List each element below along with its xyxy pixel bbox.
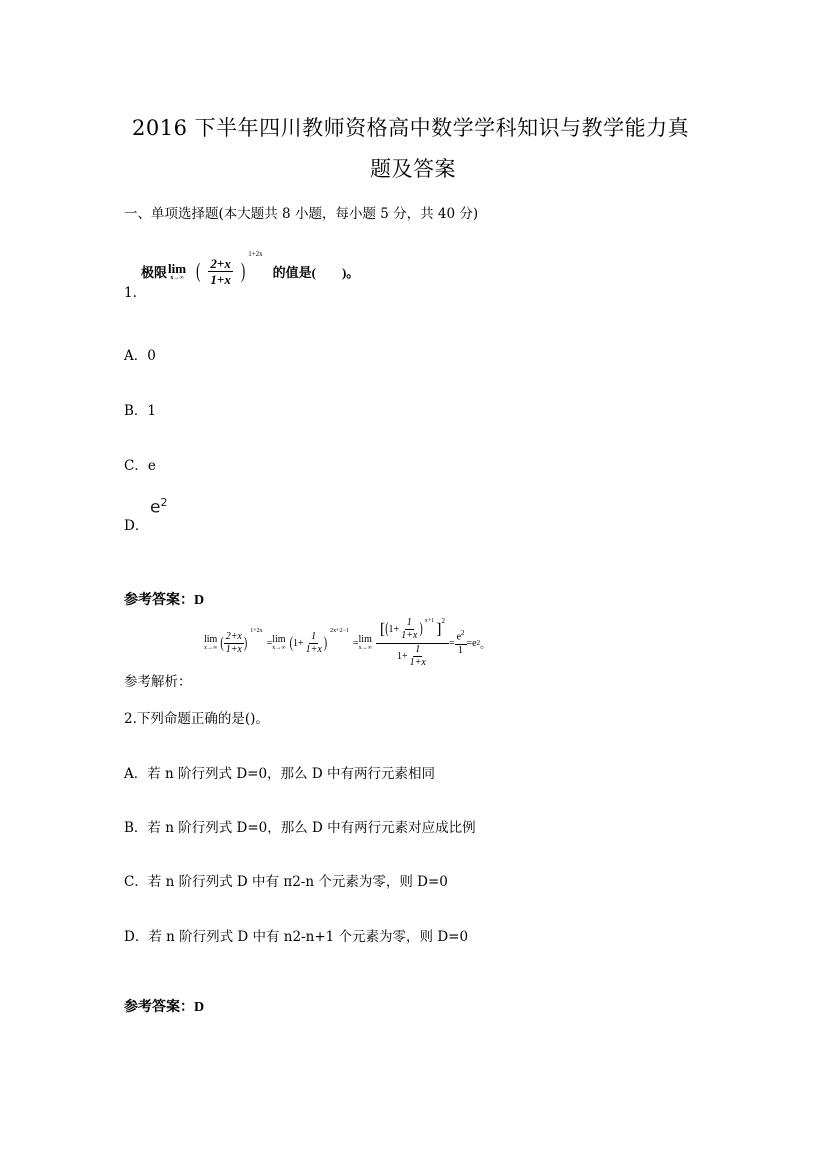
q1-formula-lim xyxy=(168,262,186,281)
q1-formula-suffix: 的值是( )。 xyxy=(272,264,360,280)
sol-t3-inner-num: 1 xyxy=(406,617,412,628)
sol-r-frac xyxy=(455,630,467,655)
q1-fraction xyxy=(208,257,232,286)
q1-lim-sub: x→∞ xyxy=(170,274,184,281)
q1-option-d-label: D． xyxy=(124,518,149,534)
sol-final-sup: 2 xyxy=(476,639,481,647)
sol-r-num-sup: 2 xyxy=(461,629,465,638)
sol-r-num-base: e xyxy=(456,631,462,643)
sol-t3-frac xyxy=(376,618,449,668)
sol-t2-one: 1+ xyxy=(292,637,304,649)
q1-option-c-label: C． xyxy=(124,458,148,474)
sol-t3-open-bracket: [ xyxy=(379,620,386,638)
q2-option-c-text: 若 n 阶行列式 D 中有 π2-n 个元素为零，则 D=0 xyxy=(147,874,448,890)
sol-t3-den-frac xyxy=(408,645,428,668)
q2-stem: 2.下列命题正确的是()。 xyxy=(124,711,269,727)
sol-t3-inner-open: ( xyxy=(385,619,389,638)
sol-lim-3-text: lim xyxy=(358,634,372,645)
q1-number: 1. xyxy=(124,285,137,301)
q1-option-b xyxy=(124,399,156,419)
document-title-line1: 2016 下半年四川教师资格高中数学学科知识与教学能力真 xyxy=(132,116,690,140)
q2-option-b xyxy=(124,816,476,836)
sol-lim-1-text: lim xyxy=(204,634,218,645)
sol-t3-inner-frac xyxy=(399,618,419,641)
sol-t3-den-num: 1 xyxy=(415,644,421,655)
q1-option-a-text: 0 xyxy=(147,348,156,364)
sol-t3-numerator xyxy=(376,618,449,644)
sol-t3-inner-one: 1+ xyxy=(388,623,400,635)
q1-option-d-base: e xyxy=(150,497,161,518)
q1-option-c xyxy=(124,454,156,474)
sol-t1-exp: 1+2x xyxy=(250,628,263,634)
q2-option-c xyxy=(124,870,448,890)
sol-t2-num: 1 xyxy=(311,630,317,642)
sol-lim-3-sub: x→∞ xyxy=(358,645,372,651)
sol-r-den: 1 xyxy=(458,644,464,656)
sol-t2-exp: 2x+2−1 xyxy=(330,628,349,634)
sol-t3-den-one: 1+ xyxy=(396,650,408,662)
q2-option-a-text: 若 n 阶行列式 D=0，那么 D 中有两行元素相同 xyxy=(147,766,435,782)
sol-eq-3: = xyxy=(448,637,455,649)
sol-final: e xyxy=(472,637,477,649)
sol-eq-4: = xyxy=(466,637,473,649)
sol-eq-2: = xyxy=(352,637,359,649)
q2-option-d-text: 若 n 阶行列式 D 中有 n2-n+1 个元素为零，则 D=0 xyxy=(148,929,469,945)
sol-t2-close: ) xyxy=(323,634,328,652)
sol-lim-3 xyxy=(359,635,372,651)
sol-t3-inner-close: ) xyxy=(419,619,423,638)
sol-t1-close: ) xyxy=(243,634,248,652)
sol-lim-1 xyxy=(204,635,217,651)
q1-option-d xyxy=(124,514,148,534)
sol-t1-den: 1+x xyxy=(225,643,242,655)
q2-answer: 参考答案：D xyxy=(124,1000,205,1015)
q1-solution-formula xyxy=(204,608,490,678)
sol-eq-1: = xyxy=(266,637,273,649)
q1-option-d-sup: 2 xyxy=(160,496,168,509)
sol-t3-outer-exp: 2 xyxy=(441,617,445,625)
q1-option-b-text: 1 xyxy=(147,403,157,419)
q1-option-c-text: e xyxy=(147,458,156,474)
sol-t2-den: 1+x xyxy=(305,643,322,655)
q1-option-a-label: A． xyxy=(124,348,148,364)
q1-option-d-value xyxy=(150,496,167,518)
sol-t3-close-bracket: ] xyxy=(436,620,442,638)
sol-t3-inner-den: 1+x xyxy=(401,630,418,641)
sol-lim-2-sub: x→∞ xyxy=(272,645,286,651)
q2-option-b-text: 若 n 阶行列式 D=0，那么 D 中有两行元素对应成比例 xyxy=(147,820,476,836)
sol-t1-num: 2+x xyxy=(225,630,242,642)
q2-option-a-label: A． xyxy=(124,766,148,782)
sol-t2-frac xyxy=(304,632,324,655)
q1-option-b-label: B． xyxy=(124,403,148,419)
q1-frac-den: 1+x xyxy=(210,271,231,287)
q2-option-a xyxy=(124,762,435,782)
q1-close-paren: ) xyxy=(240,258,246,283)
sol-final-end: 。 xyxy=(480,639,491,651)
q1-formula xyxy=(141,250,359,292)
sol-t3-den-den: 1+x xyxy=(409,657,426,668)
q2-option-d-label: D． xyxy=(124,929,149,945)
sol-t2-open: ( xyxy=(289,634,293,652)
section-header: 一、单项选择题(本大题共 8 小题，每小题 5 分，共 40 分) xyxy=(124,206,479,222)
q1-answer: 参考答案：D xyxy=(124,593,205,608)
sol-lim-2-text: lim xyxy=(272,634,286,645)
sol-lim-1-sub: x→∞ xyxy=(204,645,218,651)
sol-t1-frac xyxy=(224,632,244,655)
q1-exponent: 1+2x xyxy=(248,250,263,258)
q1-open-paren: ( xyxy=(196,258,201,283)
sol-t3-denominator xyxy=(395,644,430,668)
q1-frac-num: 2+x xyxy=(210,255,231,271)
document-title-line2: 题及答案 xyxy=(370,157,456,181)
q1-formula-prefix: 极限 xyxy=(141,264,168,280)
sol-t1-open: ( xyxy=(220,634,224,652)
sol-lim-2 xyxy=(272,635,285,651)
q1-lim-text: lim xyxy=(168,260,187,276)
sol-t3-inner-exp: x+1 xyxy=(424,618,435,624)
q1-analysis-label: 参考解析： xyxy=(124,674,192,690)
q1-option-a xyxy=(124,344,156,364)
q2-option-c-label: C． xyxy=(124,874,148,890)
q2-option-b-label: B． xyxy=(124,820,148,836)
q2-option-d xyxy=(124,925,468,945)
sol-r-num xyxy=(455,630,467,644)
